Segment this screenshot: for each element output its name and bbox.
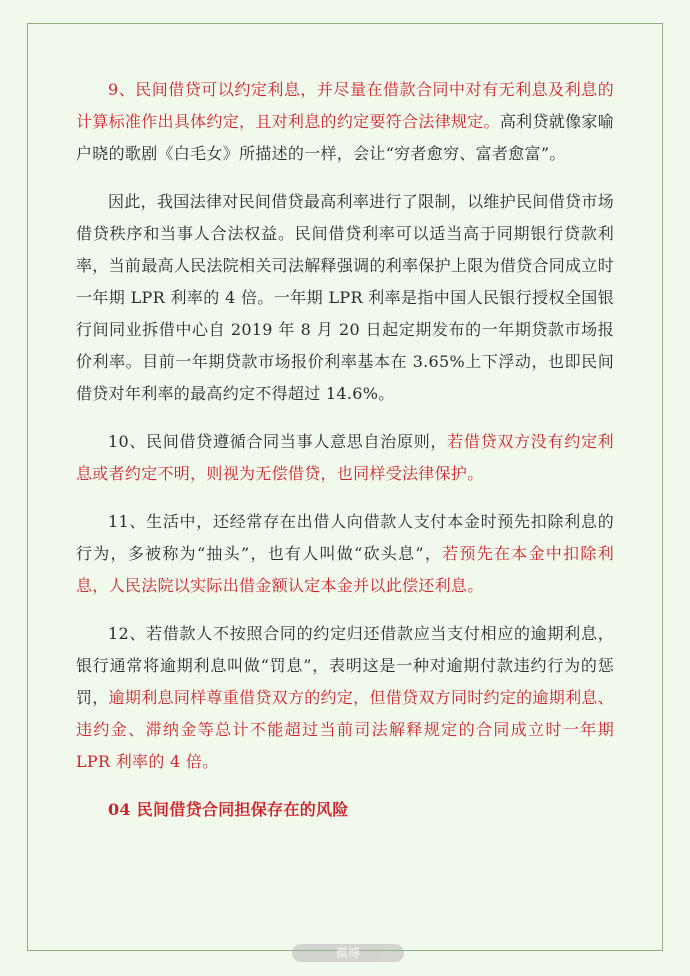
paragraph-9 bbox=[76, 74, 614, 170]
paragraph-rate-limit-text: 因此，我国法律对民间借贷最高利率进行了限制，以维护民间借贷市场借贷秩序和当事人合法权益。民间借贷利率可以适当高于同期银行贷款利率，当前最高人民法院相关司法解释强调的利率保护上限为借贷合同成立时一年期 LPR 利率的 4 倍。一年期 LPR 利率是指中国人民银行授权全国银行间同业拆借中心自 2019 年 8 月 20 日起定期发布的一年期贷款市场报价利率。目前一年期贷款市场报价利率基本在 3.65%上下浮动，也即民间借贷对年利率的最高约定不得超过 14.6%。 bbox=[76, 192, 614, 403]
paragraph-10 bbox=[76, 426, 614, 490]
paragraph-12-highlight: 逾期利息同样尊重借贷双方的约定，但借贷双方同时约定的逾期利息、违约金、滞纳金等总计不能超过当前司法解释规定的合同成立时一年期 LPR 利率的 4 倍。 bbox=[76, 688, 614, 771]
paragraph-11 bbox=[76, 506, 614, 602]
paragraph-12-text: 12、若借款人不按照合同的约定归还借款应当支付相应的逾期利息，银行通常将逾期利息叫做“罚息”，表明这是一种对逾期付款违约行为的惩罚， bbox=[76, 624, 614, 707]
paragraph-12 bbox=[76, 618, 614, 778]
paragraph-11-text: 11、生活中，还经常存在出借人向借款人支付本金时预先扣除利息的行为，多被称为“抽头”，也有人叫做“砍头息”， bbox=[76, 512, 614, 563]
paragraph-11-highlight: 若预先在本金中扣除利息，人民法院以实际出借金额认定本金并以此偿还利息。 bbox=[76, 544, 614, 595]
paragraph-9-text: 高利贷就像家喻户晓的歌剧《白毛女》所描述的一样，会让“穷者愈穷、富者愈富”。 bbox=[76, 112, 614, 163]
section-heading: 04 民间借贷合同担保存在的风险 bbox=[108, 800, 349, 819]
paragraph-9-highlight: 9、民间借贷可以约定利息，并尽量在借款合同中对有无利息及利息的计算标准作出具体约定，且对利息的约定要符合法律规定。 bbox=[76, 80, 614, 131]
paragraph-rate-limit bbox=[76, 186, 614, 410]
paragraph-10-highlight: 若借贷双方没有约定利息或者约定不明，则视为无偿借贷，也同样受法律保护。 bbox=[76, 432, 614, 483]
document-body bbox=[76, 74, 614, 842]
paragraph-10-text: 10、民间借贷遵循合同当事人意思自治原则， bbox=[108, 432, 448, 451]
watermark: 微博 bbox=[292, 944, 404, 962]
